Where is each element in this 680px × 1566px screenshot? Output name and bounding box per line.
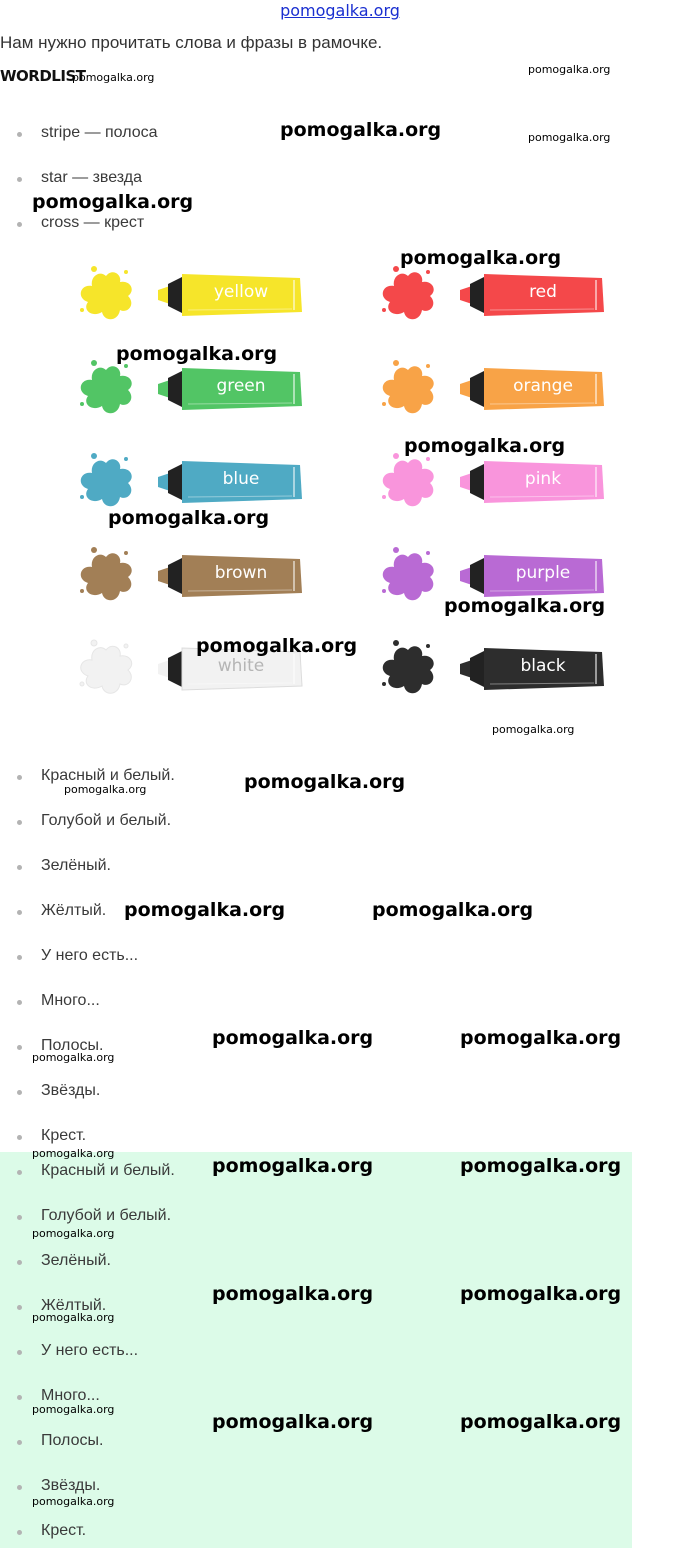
wordlist-item: cross — крест [0, 213, 680, 258]
answer-phrase-item: У него есть... [0, 1341, 680, 1386]
watermark: pomogalka.org [72, 71, 155, 84]
watermark: pomogalka.org [444, 595, 606, 617]
marker-label: brown [214, 562, 268, 583]
phrase-item: У него есть... [0, 946, 680, 991]
marker-label: pink [524, 469, 562, 489]
watermark: pomogalka.org [32, 1227, 115, 1240]
watermark: pomogalka.org [212, 1155, 374, 1177]
watermark: pomogalka.org [400, 247, 562, 269]
paint-splash-icon [80, 547, 132, 600]
watermark: pomogalka.org [32, 1311, 115, 1324]
phrase-item: Крест. [0, 1126, 680, 1171]
answer-phrase-item: Много... [0, 1386, 680, 1431]
answer-phrase-item: Звёзды. [0, 1476, 680, 1521]
phrase-item: Много... [0, 991, 680, 1036]
watermark: pomogalka.org [32, 191, 194, 213]
answer-phrase-item: Крест. [0, 1521, 680, 1566]
wordlist-title: WORDLIST [0, 67, 86, 85]
watermark: pomogalka.org [492, 723, 575, 736]
watermark: pomogalka.org [528, 63, 611, 76]
paint-splash-icon [80, 266, 132, 319]
paint-splash-icon [80, 360, 132, 413]
watermark: pomogalka.org [32, 1495, 115, 1508]
watermark: pomogalka.org [460, 1283, 622, 1305]
marker-black [374, 634, 614, 704]
marker-brown [72, 541, 312, 611]
site-header-link[interactable]: pomogalka.org [280, 1, 400, 20]
paint-splash-icon [382, 453, 434, 506]
watermark: pomogalka.org [528, 131, 611, 144]
watermark: pomogalka.org [64, 783, 147, 796]
watermark: pomogalka.org [460, 1411, 622, 1433]
paint-splash-icon [382, 547, 434, 600]
phrase-item: Жёлтый. [0, 901, 680, 946]
marker-label: orange [513, 375, 573, 396]
wordlist-item: star — звезда [0, 168, 680, 213]
answer-phrase-item: Жёлтый. [0, 1296, 680, 1341]
marker-label: black [520, 656, 566, 676]
answer-phrase-item: Зелёный. [0, 1251, 680, 1296]
watermark: pomogalka.org [212, 1283, 374, 1305]
phrase-item: Красный и белый. [0, 766, 680, 811]
paint-splash-icon [382, 266, 434, 319]
marker-label: green [216, 375, 266, 396]
marker-label: white [217, 656, 265, 676]
watermark: pomogalka.org [32, 1403, 115, 1416]
marker-yellow [72, 260, 312, 330]
watermark: pomogalka.org [460, 1027, 622, 1049]
watermark: pomogalka.org [244, 771, 406, 793]
watermark: pomogalka.org [372, 899, 534, 921]
answer-phrase-item: Красный и белый. [0, 1161, 680, 1206]
answer-phrase-item: Голубой и белый. [0, 1206, 680, 1251]
phrase-item: Зелёный. [0, 856, 680, 901]
marker-label: red [529, 282, 557, 302]
watermark: pomogalka.org [196, 635, 358, 657]
marker-label: purple [515, 562, 571, 583]
phrase-item: Голубой и белый. [0, 811, 680, 856]
phrase-list [0, 766, 680, 1171]
intro-text: Нам нужно прочитать слова и фразы в рамочке. [0, 33, 383, 52]
marker-pink [374, 447, 614, 517]
watermark: pomogalka.org [212, 1411, 374, 1433]
watermark: pomogalka.org [460, 1155, 622, 1177]
answer-phrase-item: Полосы. [0, 1431, 680, 1476]
watermark: pomogalka.org [404, 435, 566, 457]
phrase-item: Полосы. [0, 1036, 680, 1081]
watermark: pomogalka.org [108, 507, 270, 529]
marker-red [374, 260, 614, 330]
marker-label: blue [222, 469, 260, 489]
watermark: pomogalka.org [124, 899, 286, 921]
marker-orange [374, 354, 614, 424]
paint-splash-icon [80, 640, 132, 693]
paint-splash-icon [382, 360, 434, 413]
watermark: pomogalka.org [32, 1051, 115, 1064]
marker-label: yellow [213, 282, 269, 302]
watermark: pomogalka.org [212, 1027, 374, 1049]
paint-splash-icon [382, 640, 434, 693]
watermark: pomogalka.org [280, 119, 442, 141]
watermark: pomogalka.org [116, 343, 278, 365]
watermark: pomogalka.org [32, 1147, 115, 1160]
paint-splash-icon [80, 453, 132, 506]
wordlist-item: stripe — полоса [0, 123, 680, 168]
phrase-item: Звёзды. [0, 1081, 680, 1126]
